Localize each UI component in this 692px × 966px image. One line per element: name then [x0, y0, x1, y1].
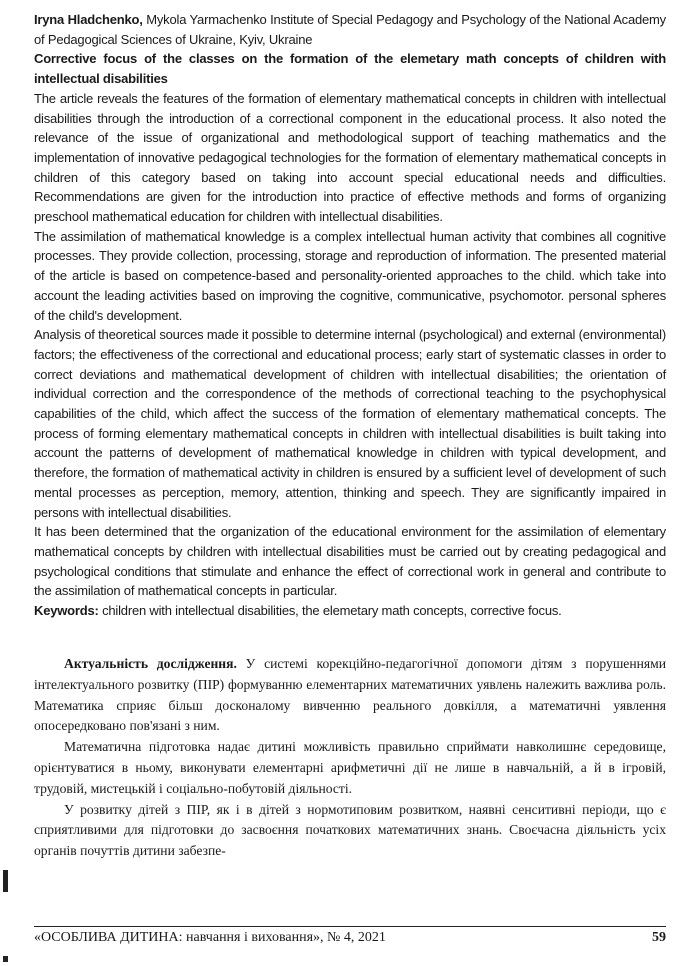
keywords-text: children with intellectual disabilities, the elemetary math concepts, corrective focus. — [98, 603, 562, 619]
body-paragraph-3: У розвитку дітей з ПІР, як і в дітей з нормотиповим розвитком, наявні сенситивні періоди, що є сприятливими для підготовки до засвоєння початкових математичних знань. Своєчасна діяльність усіх органів почуттів дитини забезпе- — [34, 801, 666, 859]
keywords-label: Keywords: — [34, 603, 99, 619]
abstract-paragraph-4: It has been determined that the organization of the educational environment for the assimilation of elementary mathematical concepts by children with intellectual disabilities must be carried out by creating pedagogical and psychological conditions that stimulate and enhance the effect of correctional work in general and contribute to the assimilation of mathematical concepts in particular. — [34, 524, 666, 599]
body-paragraph-1-text: У системі корекційно-педагогічної допомоги дітям з порушеннями інтелектуального розвитку (ПІР) формуванню елементарних математичних уявлень належить важлива роль. Математика сприяє більш досконалому вивченню реального довкілля, а математичні уявлення опосередковано пов'язані з ним. — [34, 656, 666, 734]
keywords-line — [34, 601, 666, 621]
english-abstract — [34, 10, 666, 621]
body-paragraph-2: Математична підготовка надає дитині можливість правильно сприймати навколишнє середовище, орієнтуватися в ньому, виконувати елементарні арифметичні дії не лише в навчальній, а й в ігровій, трудовій, мистецькій і соціально-побутовій діяльності. — [34, 739, 666, 796]
footer-rule — [34, 926, 666, 927]
abstract-paragraph-2: The assimilation of mathematical knowledge is a complex intellectual human activity that combines all cognitive processes. They provide collection, processing, storage and reproduction of information. The presented material of the article is based on competence-based and personality-oriented approaches to the child. which take into account the leading activities based on improving the cognitive, communicative, psychomotor. personal spheres of the child's development. — [34, 228, 666, 323]
section-heading: Актуальність дослідження. — [64, 656, 237, 671]
abstract-paragraph-1: The article reveals the features of the formation of elementary mathematical concepts in children with intellectual disabilities through the introduction of a correctional component in the educational process. It also noted the relevance of the issue of organizational and methodological support of teaching mathematics and the implementation of innovative pedagogical technologies for the formation of elementary mathematical concepts in children of this category based on taking into account special educational needs and difficulties. Recommendations are given for the introduction into practice of effective methods and forms of organizing preschool mathematical education for children with intellectual disabilities. — [34, 90, 666, 225]
scan-edge-mark — [3, 870, 8, 892]
journal-title: «ОСОБЛИВА ДИТИНА: навчання і виховання», № 4, 2021 — [34, 930, 386, 945]
abstract-paragraph-3: Analysis of theoretical sources made it possible to determine internal (psychological) and external (environmental) factors; the effectiveness of the correctional and educational process; early start of systematic classes in order to correct deviations and mathematical development of children with intellectual disabilities; the orientation of individual correction and the correspondence of the methods of correctional teaching to the psychophysical capabilities of the child, which affect the success of the formation of elementary mathematical concepts. The process of forming elementary mathematical concepts in children with intellectual disabilities is built taking into account the patterns of development of mathematical knowledge in children with typical development, and therefore, the formation of mathematical activity in children is ensured by a sufficient level of development of such mental processes as perception, memory, attention, thinking and speech. They are significantly impaired in persons with intellectual disabilities. — [34, 327, 666, 520]
body-paragraph-1 — [34, 654, 666, 737]
ukrainian-body — [34, 654, 666, 862]
author-name: Iryna Hladchenko, — [34, 12, 143, 27]
page-number: 59 — [652, 930, 666, 945]
scan-edge-mark — [3, 956, 8, 962]
abstract-title: Corrective focus of the classes on the formation of the elemetary math concepts of children with intellectual disabilities — [34, 51, 666, 87]
author-affiliation: Mykola Yarmachenko Institute of Special Pedagogy and Psychology of the National Academy of Pedagogical Sciences of Ukraine, Kyiv, Ukraine — [34, 12, 666, 47]
author-line — [34, 10, 666, 49]
